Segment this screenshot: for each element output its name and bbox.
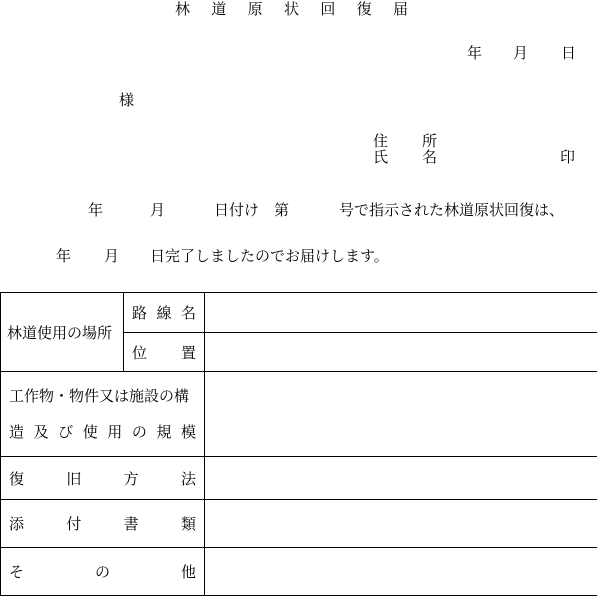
structure-char: の (132, 414, 147, 450)
position-label (124, 333, 205, 372)
title-char: 原 (248, 2, 263, 17)
title-char: 復 (357, 2, 372, 17)
structure-char: 造 (9, 414, 24, 450)
structure-scale-field[interactable] (205, 372, 597, 457)
table-row (1, 457, 597, 500)
body2-rest: 日完了しましたのでお届けします。 (150, 249, 389, 264)
other-char: 他 (181, 561, 196, 582)
restoration-method-label (1, 457, 205, 500)
name-label-char: 名 (422, 150, 437, 165)
title-char: 道 (211, 2, 226, 17)
title-char: 回 (320, 2, 335, 17)
location-label: 林道使用の場所 (1, 293, 124, 372)
form-title (175, 2, 408, 17)
structure-char: 用 (107, 414, 122, 450)
structure-scale-label (1, 372, 205, 457)
structure-char: 模 (181, 414, 196, 450)
seal-mark: 印 (560, 150, 575, 165)
route-name-field[interactable] (205, 293, 597, 333)
date-year-label: 年 (467, 46, 482, 61)
route-name-label (124, 293, 205, 333)
structure-char: 及 (34, 414, 49, 450)
structure-char: 使 (83, 414, 98, 450)
structure-char: 規 (156, 414, 171, 450)
attachments-char: 付 (66, 513, 81, 534)
restoration-char: 旧 (66, 468, 81, 489)
address-label (373, 134, 437, 149)
position-char: 位 (132, 342, 147, 363)
structure-char: び (58, 414, 73, 450)
name-label-char: 氏 (373, 150, 388, 165)
attachments-char: 類 (181, 513, 196, 534)
route-name-char: 名 (181, 302, 196, 323)
addressee-sama: 様 (119, 93, 134, 108)
structure-label-line2 (9, 414, 196, 450)
route-name-char: 路 (132, 302, 147, 323)
title-char: 届 (393, 2, 408, 17)
position-field[interactable] (205, 333, 597, 372)
body2-month: 月 (104, 249, 119, 264)
address-label-char: 住 (373, 134, 388, 149)
other-char: の (95, 561, 110, 582)
title-char: 林 (175, 2, 190, 17)
table-row (1, 293, 597, 333)
date-day-label: 日 (561, 46, 576, 61)
route-name-char: 線 (156, 302, 171, 323)
name-label (373, 150, 437, 165)
other-field[interactable] (205, 548, 597, 596)
body1-month: 月 (150, 203, 165, 218)
body2-year: 年 (56, 249, 71, 264)
form-table (0, 292, 597, 596)
table-row (1, 500, 597, 548)
restoration-method-field[interactable] (205, 457, 597, 500)
restoration-char: 法 (181, 468, 196, 489)
body1-year: 年 (88, 203, 103, 218)
table-row (1, 548, 597, 596)
attachments-field[interactable] (205, 500, 597, 548)
restoration-char: 方 (124, 468, 139, 489)
address-label-char: 所 (422, 134, 437, 149)
restoration-char: 復 (9, 468, 24, 489)
date-month-label: 月 (513, 46, 528, 61)
title-char: 状 (284, 2, 299, 17)
table-row (1, 372, 597, 457)
body1-rest: 号で指示された林道原状回復は、 (339, 203, 564, 218)
attachments-label (1, 500, 205, 548)
other-char: そ (9, 561, 24, 582)
body1-day-dated: 日付け (214, 203, 259, 218)
attachments-char: 添 (9, 513, 24, 534)
attachments-char: 書 (124, 513, 139, 534)
other-label (1, 548, 205, 596)
body1-number-prefix: 第 (274, 203, 289, 218)
position-char: 置 (181, 342, 196, 363)
structure-label-line1: 工作物・物件又は施設の構 (9, 378, 196, 414)
